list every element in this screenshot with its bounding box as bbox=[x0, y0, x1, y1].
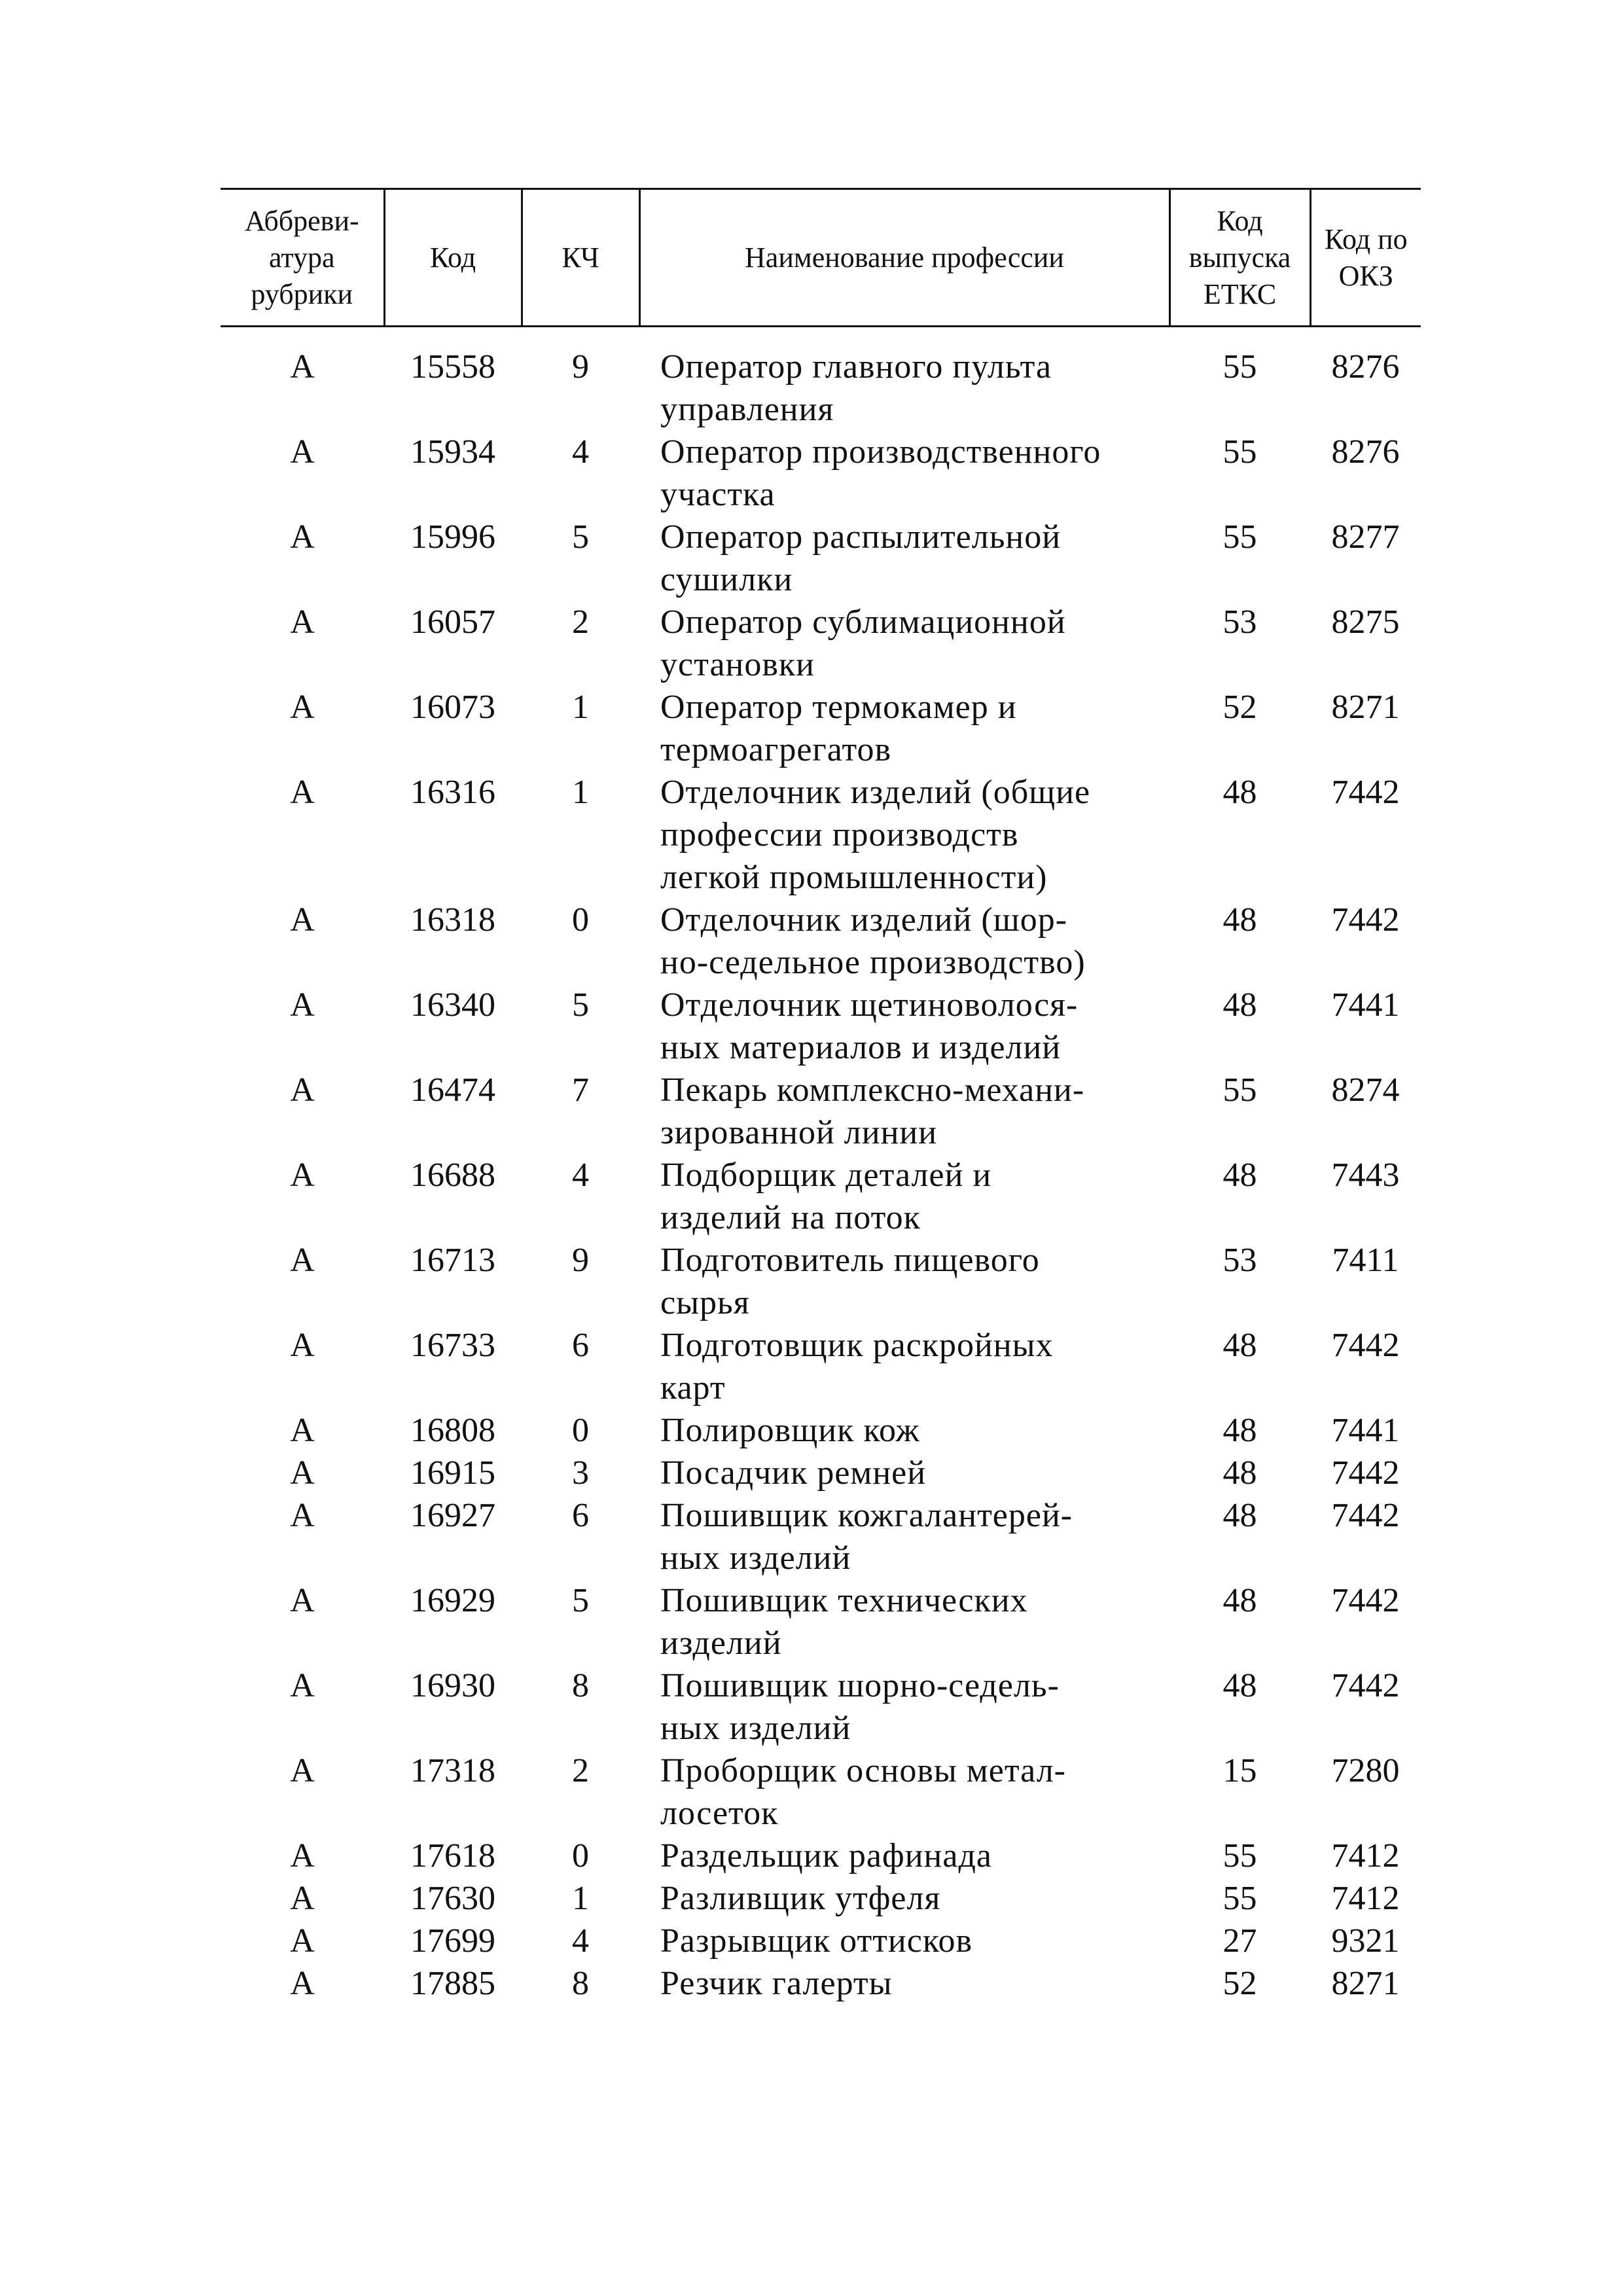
header-abbreviation: Аббреви- атура рубрики bbox=[221, 189, 384, 327]
cell-abbreviation: А bbox=[290, 689, 315, 726]
header-profession-name: Наименование профессии bbox=[639, 189, 1169, 327]
cell-etks-code: 48 bbox=[1222, 1667, 1257, 1704]
cell-okz-code: 8275 bbox=[1331, 603, 1400, 641]
cell-etks-code: 55 bbox=[1222, 1071, 1257, 1109]
cell-okz-code: 7442 bbox=[1331, 1454, 1400, 1492]
cell-etks-code: 48 bbox=[1222, 986, 1257, 1024]
cell-profession-name: Разливщик утфеля bbox=[660, 1880, 941, 1917]
header-kch: КЧ bbox=[522, 189, 639, 327]
table-row bbox=[221, 1920, 1421, 1962]
cell-profession-name: Оператор распылительной сушилки bbox=[660, 518, 1061, 598]
document-page bbox=[221, 188, 1421, 2005]
header-etks-code: Код выпуска ЕТКС bbox=[1169, 189, 1310, 327]
cell-okz-code: 7442 bbox=[1331, 1667, 1400, 1704]
cell-abbreviation: А bbox=[290, 1242, 315, 1279]
cell-kch: 5 bbox=[572, 1582, 589, 1619]
cell-profession-name: Подготовщик раскройных карт bbox=[660, 1327, 1054, 1407]
cell-code: 16713 bbox=[410, 1242, 495, 1279]
cell-code: 16318 bbox=[410, 901, 495, 939]
cell-abbreviation: А bbox=[290, 348, 315, 386]
cell-okz-code: 8277 bbox=[1331, 518, 1400, 556]
cell-okz-code: 8276 bbox=[1331, 433, 1400, 471]
cell-profession-name: Раздельщик рафинада bbox=[660, 1837, 992, 1874]
cell-kch: 3 bbox=[572, 1454, 589, 1492]
cell-etks-code: 53 bbox=[1222, 1242, 1257, 1279]
table-row bbox=[221, 516, 1421, 601]
cell-kch: 0 bbox=[572, 1412, 589, 1449]
cell-code: 17699 bbox=[410, 1922, 495, 1960]
cell-profession-name: Отделочник изделий (шор- но-седельное производство) bbox=[660, 901, 1086, 981]
cell-abbreviation: А bbox=[290, 518, 315, 556]
table-row bbox=[221, 431, 1421, 516]
cell-code: 16073 bbox=[410, 689, 495, 726]
cell-abbreviation: А bbox=[290, 1752, 315, 1789]
cell-okz-code: 8271 bbox=[1331, 1965, 1400, 2002]
cell-profession-name: Пошивщик кожгалантерей- ных изделий bbox=[660, 1497, 1073, 1577]
cell-etks-code: 48 bbox=[1222, 901, 1257, 939]
cell-etks-code: 48 bbox=[1222, 1412, 1257, 1449]
cell-etks-code: 27 bbox=[1222, 1922, 1257, 1960]
cell-profession-name: Пошивщик технических изделий bbox=[660, 1582, 1028, 1662]
table-row bbox=[221, 984, 1421, 1069]
cell-abbreviation: А bbox=[290, 901, 315, 939]
cell-okz-code: 7412 bbox=[1331, 1837, 1400, 1874]
cell-kch: 7 bbox=[572, 1071, 589, 1109]
cell-kch: 9 bbox=[572, 348, 589, 386]
cell-code: 16316 bbox=[410, 774, 495, 811]
cell-kch: 6 bbox=[572, 1327, 589, 1364]
cell-profession-name: Разрывщик оттисков bbox=[660, 1922, 973, 1960]
cell-abbreviation: А bbox=[290, 986, 315, 1024]
cell-code: 16474 bbox=[410, 1071, 495, 1109]
cell-abbreviation: А bbox=[290, 1327, 315, 1364]
cell-kch: 0 bbox=[572, 1837, 589, 1874]
cell-profession-name: Пекарь комплексно-механи- зированной линии bbox=[660, 1071, 1085, 1151]
cell-code: 17618 bbox=[410, 1837, 495, 1874]
cell-okz-code: 7442 bbox=[1331, 901, 1400, 939]
table-row bbox=[221, 1324, 1421, 1409]
cell-code: 16688 bbox=[410, 1157, 495, 1194]
cell-profession-name: Подготовитель пищевого сырья bbox=[660, 1242, 1040, 1321]
table-row bbox=[221, 1579, 1421, 1664]
table-header bbox=[221, 189, 1421, 327]
cell-etks-code: 55 bbox=[1222, 1837, 1257, 1874]
cell-abbreviation: А bbox=[290, 1880, 315, 1917]
cell-kch: 6 bbox=[572, 1497, 589, 1534]
cell-profession-name: Отделочник изделий (общие профессии производств легкой промышленности) bbox=[660, 774, 1091, 896]
cell-profession-name: Посадчик ремней bbox=[660, 1454, 927, 1492]
cell-etks-code: 15 bbox=[1222, 1752, 1257, 1789]
cell-abbreviation: А bbox=[290, 774, 315, 811]
cell-kch: 1 bbox=[572, 689, 589, 726]
cell-okz-code: 7443 bbox=[1331, 1157, 1400, 1194]
table-body bbox=[221, 327, 1421, 2005]
cell-profession-name: Пошивщик шорно-седель- ных изделий bbox=[660, 1667, 1060, 1747]
cell-okz-code: 7280 bbox=[1331, 1752, 1400, 1789]
cell-okz-code: 7441 bbox=[1331, 1412, 1400, 1449]
cell-code: 16915 bbox=[410, 1454, 495, 1492]
cell-code: 16927 bbox=[410, 1497, 495, 1534]
cell-okz-code: 7442 bbox=[1331, 1327, 1400, 1364]
cell-kch: 4 bbox=[572, 1922, 589, 1960]
cell-code: 16930 bbox=[410, 1667, 495, 1704]
cell-kch: 8 bbox=[572, 1667, 589, 1704]
cell-okz-code: 7441 bbox=[1331, 986, 1400, 1024]
cell-etks-code: 55 bbox=[1222, 1880, 1257, 1917]
table-row bbox=[221, 1962, 1421, 2005]
cell-okz-code: 7411 bbox=[1332, 1242, 1399, 1279]
table-row bbox=[221, 601, 1421, 686]
cell-abbreviation: А bbox=[290, 1157, 315, 1194]
table-row bbox=[221, 899, 1421, 984]
cell-kch: 2 bbox=[572, 603, 589, 641]
cell-kch: 0 bbox=[572, 901, 589, 939]
cell-code: 17318 bbox=[410, 1752, 495, 1789]
cell-profession-name: Оператор главного пульта управления bbox=[660, 348, 1052, 428]
table-row bbox=[221, 771, 1421, 899]
professions-table bbox=[221, 188, 1421, 2005]
cell-code: 17885 bbox=[410, 1965, 495, 2002]
cell-kch: 1 bbox=[572, 774, 589, 811]
cell-kch: 9 bbox=[572, 1242, 589, 1279]
cell-code: 16057 bbox=[410, 603, 495, 641]
cell-abbreviation: А bbox=[290, 1667, 315, 1704]
cell-profession-name: Отделочник щетиноволося- ных материалов и изделий bbox=[660, 986, 1079, 1066]
table-row bbox=[221, 1835, 1421, 1877]
cell-okz-code: 8271 bbox=[1331, 689, 1400, 726]
cell-code: 16340 bbox=[410, 986, 495, 1024]
cell-etks-code: 52 bbox=[1222, 689, 1257, 726]
cell-profession-name: Резчик галерты bbox=[660, 1965, 893, 2002]
table-row bbox=[221, 1749, 1421, 1835]
cell-abbreviation: А bbox=[290, 1454, 315, 1492]
cell-code: 17630 bbox=[410, 1880, 495, 1917]
table-row bbox=[221, 1069, 1421, 1154]
cell-abbreviation: А bbox=[290, 1922, 315, 1960]
cell-profession-name: Подборщик деталей и изделий на поток bbox=[660, 1157, 992, 1236]
header-okz-code: Код по ОКЗ bbox=[1310, 189, 1421, 327]
cell-etks-code: 48 bbox=[1222, 1497, 1257, 1534]
cell-etks-code: 55 bbox=[1222, 348, 1257, 386]
cell-code: 16929 bbox=[410, 1582, 495, 1619]
cell-okz-code: 7412 bbox=[1331, 1880, 1400, 1917]
cell-abbreviation: А bbox=[290, 1965, 315, 2002]
cell-etks-code: 53 bbox=[1222, 603, 1257, 641]
cell-okz-code: 7442 bbox=[1331, 774, 1400, 811]
cell-abbreviation: А bbox=[290, 1071, 315, 1109]
table-row bbox=[221, 1154, 1421, 1239]
cell-kch: 8 bbox=[572, 1965, 589, 2002]
cell-abbreviation: А bbox=[290, 1497, 315, 1534]
cell-kch: 4 bbox=[572, 1157, 589, 1194]
cell-etks-code: 48 bbox=[1222, 1327, 1257, 1364]
cell-okz-code: 8276 bbox=[1331, 348, 1400, 386]
header-code: Код bbox=[384, 189, 522, 327]
cell-kch: 5 bbox=[572, 518, 589, 556]
table-row bbox=[221, 686, 1421, 771]
cell-abbreviation: А bbox=[290, 603, 315, 641]
cell-abbreviation: А bbox=[290, 1582, 315, 1619]
table-row bbox=[221, 346, 1421, 431]
cell-okz-code: 7442 bbox=[1331, 1497, 1400, 1534]
cell-etks-code: 48 bbox=[1222, 1454, 1257, 1492]
cell-code: 16808 bbox=[410, 1412, 495, 1449]
cell-profession-name: Оператор сублимационной установки bbox=[660, 603, 1066, 683]
cell-code: 15996 bbox=[410, 518, 495, 556]
cell-etks-code: 48 bbox=[1222, 774, 1257, 811]
cell-profession-name: Оператор термокамер и термоагрегатов bbox=[660, 689, 1017, 768]
table-row bbox=[221, 1664, 1421, 1749]
cell-kch: 5 bbox=[572, 986, 589, 1024]
cell-profession-name: Оператор производственного участка bbox=[660, 433, 1101, 513]
cell-code: 16733 bbox=[410, 1327, 495, 1364]
table-row bbox=[221, 1494, 1421, 1579]
cell-kch: 2 bbox=[572, 1752, 589, 1789]
cell-code: 15934 bbox=[410, 433, 495, 471]
cell-abbreviation: А bbox=[290, 1412, 315, 1449]
cell-okz-code: 9321 bbox=[1331, 1922, 1400, 1960]
cell-etks-code: 52 bbox=[1222, 1965, 1257, 2002]
cell-code: 15558 bbox=[410, 348, 495, 386]
table-row bbox=[221, 1239, 1421, 1324]
cell-etks-code: 55 bbox=[1222, 518, 1257, 556]
cell-abbreviation: А bbox=[290, 433, 315, 471]
cell-abbreviation: А bbox=[290, 1837, 315, 1874]
cell-okz-code: 8274 bbox=[1331, 1071, 1400, 1109]
cell-profession-name: Полировщик кож bbox=[660, 1412, 920, 1449]
cell-etks-code: 48 bbox=[1222, 1157, 1257, 1194]
cell-etks-code: 48 bbox=[1222, 1582, 1257, 1619]
cell-okz-code: 7442 bbox=[1331, 1582, 1400, 1619]
table-row bbox=[221, 1452, 1421, 1494]
cell-kch: 4 bbox=[572, 433, 589, 471]
cell-profession-name: Проборщик основы метал- лосеток bbox=[660, 1752, 1066, 1832]
table-row bbox=[221, 1877, 1421, 1920]
cell-kch: 1 bbox=[572, 1880, 589, 1917]
cell-etks-code: 55 bbox=[1222, 433, 1257, 471]
table-row bbox=[221, 1409, 1421, 1452]
